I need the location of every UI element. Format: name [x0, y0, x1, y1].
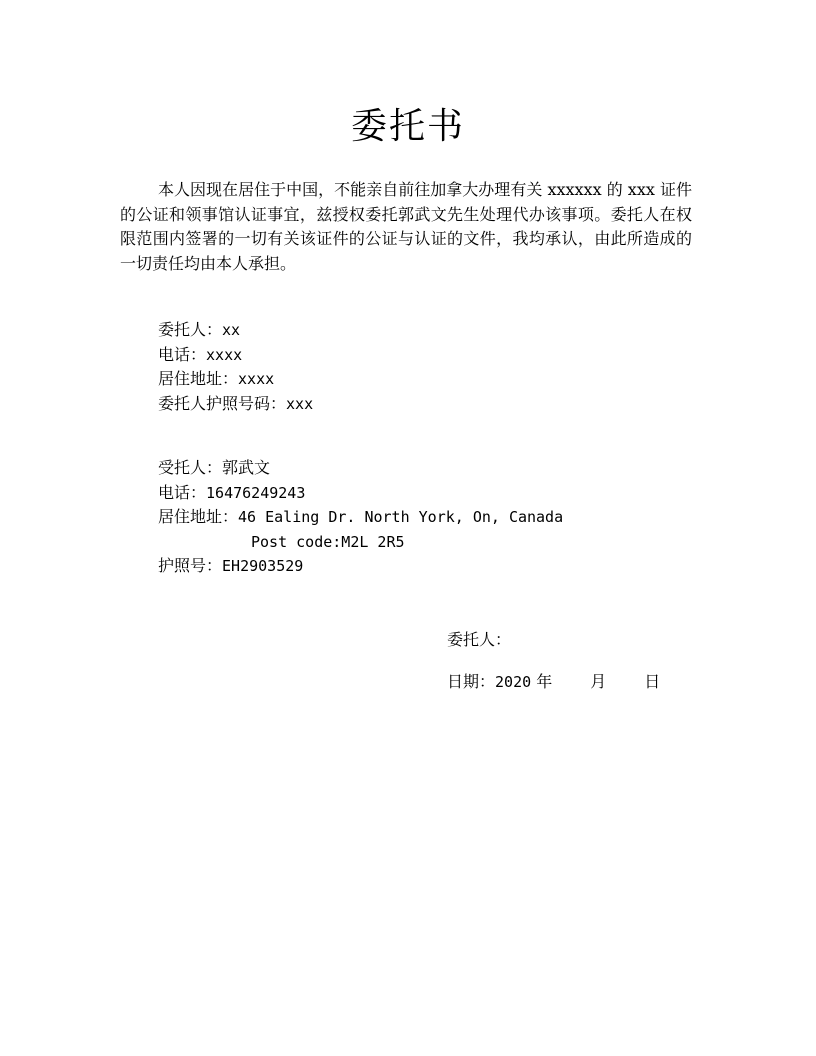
signature-date-line — [447, 670, 660, 694]
principal-phone-line — [158, 343, 313, 368]
signature-principal-line — [447, 628, 511, 652]
agent-address-label: 居住地址： — [158, 507, 239, 526]
agent-info — [158, 456, 563, 579]
signature-principal-label: 委托人： — [447, 630, 512, 649]
agent-phone-label: 电话： — [158, 482, 207, 502]
agent-name-label: 受托人： — [158, 458, 223, 477]
principal-info — [158, 318, 313, 416]
document-title: 委托书 — [350, 106, 465, 147]
principal-passport-line — [158, 392, 313, 417]
signature-year: 2020 — [495, 673, 532, 691]
agent-address-line — [158, 505, 563, 530]
agent-phone-line — [158, 481, 563, 506]
signature-day-unit: 日 — [644, 672, 661, 691]
principal-name-label: 委托人： — [158, 320, 223, 339]
principal-address-line — [158, 367, 313, 392]
principal-passport-label: 委托人护照号码： — [158, 393, 287, 413]
principal-address-value: xxxx — [238, 370, 275, 388]
agent-name-value: 郭武文 — [222, 458, 271, 477]
agent-passport-value: EH2903529 — [222, 557, 304, 575]
agent-postcode-line — [158, 530, 563, 555]
agent-postcode-value: Post code:M2L 2R5 — [251, 532, 405, 551]
principal-phone-value: xxxx — [206, 345, 243, 364]
principal-phone-label: 电话： — [158, 344, 207, 364]
principal-name-line — [158, 318, 313, 343]
principal-address-label: 居住地址： — [158, 369, 239, 388]
agent-name-line — [158, 456, 563, 481]
principal-name-value: xx — [222, 321, 241, 339]
signature-month-unit: 月 — [590, 672, 607, 691]
agent-address-value: 46 Ealing Dr. North York, On, Canada — [238, 508, 564, 526]
principal-passport-value: xxx — [286, 394, 314, 413]
authorization-paragraph: 本人因现在居住于中国，不能亲自前往加拿大办理有关 xxxxxx 的 xxx 证件的公证和领事馆认证事宜，兹授权委托郭武文先生处理代办该事项。委托人在权限范围内签署的一切有关该证件的公证与认证的文件，我均承认，由此所造成的一切责任均由本人承担。 — [120, 180, 692, 273]
signature-date-label: 日期： — [447, 672, 496, 691]
agent-phone-value: 16476249243 — [206, 483, 306, 502]
agent-passport-line — [158, 554, 563, 579]
agent-passport-label: 护照号： — [158, 556, 223, 575]
signature-year-unit: 年 — [536, 672, 553, 691]
